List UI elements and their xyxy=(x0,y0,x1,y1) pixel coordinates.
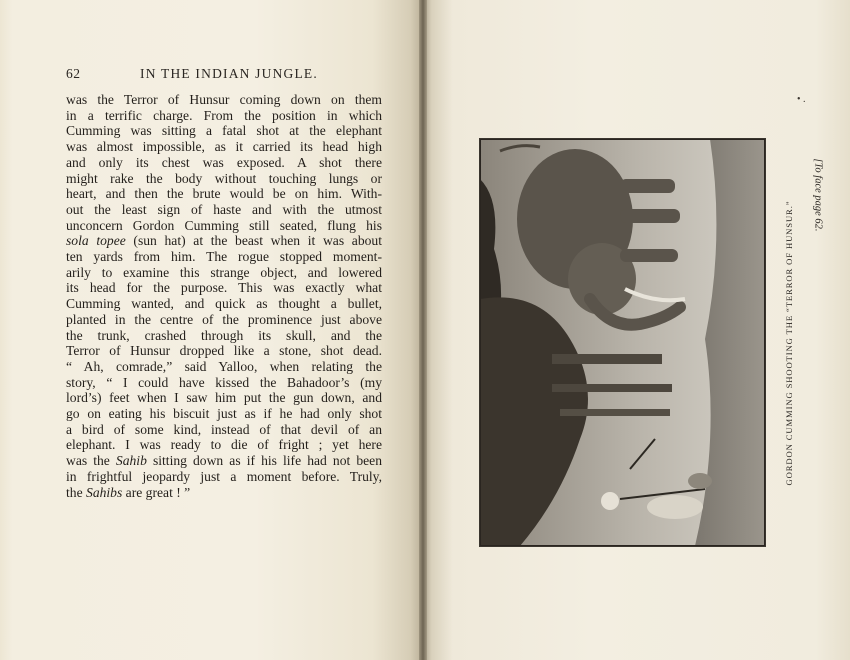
text-line: lord’s) feet when I saw him put the gun down, and xyxy=(66,390,382,406)
facing-note-area xyxy=(806,140,830,250)
text-line: was the Terror of Hunsur coming down on them xyxy=(66,92,382,107)
italic-term: Sahib xyxy=(115,453,147,469)
text-line: out the least sign of haste and with the utmost xyxy=(66,201,382,217)
text-line: planted in the centre of the prominence just above xyxy=(66,311,382,327)
running-title: IN THE INDIAN JUNGLE. xyxy=(140,66,318,81)
text-line: in a terrific charge. From the position in which xyxy=(66,107,382,123)
body-text xyxy=(66,92,382,500)
page-number: 62 xyxy=(66,66,81,81)
book-gutter xyxy=(419,0,427,660)
print-mark: • . xyxy=(797,94,806,105)
text-line: Cumming wanted, and quick as thought a bullet, xyxy=(66,296,382,312)
running-head xyxy=(66,66,382,86)
text-line: story, “ I could have kissed the Bahadoor’s (my xyxy=(66,374,382,390)
facing-page-note: [To face page 62. xyxy=(812,158,824,232)
text-line: go on eating his biscuit just as if he had only shot xyxy=(66,406,382,422)
plate-caption-area xyxy=(772,140,806,545)
plate-caption: GORDON CUMMING SHOOTING THE “TERROR OF HUNSUR.” xyxy=(784,200,794,485)
italic-term: Sahibs xyxy=(86,484,123,500)
italic-term: sola topee xyxy=(66,233,126,249)
text-line: a bird of some kind, instead of that devil of an xyxy=(66,421,382,437)
text-line: Terror of Hunsur dropped like a stone, shot dead. xyxy=(66,343,382,359)
text-line: elephant. I was ready to die of fright ; yet here xyxy=(66,437,382,453)
text-line: might rake the body without touching lungs or xyxy=(66,170,382,186)
text-line: “ Ah, comrade,” said Yalloo, when relating the xyxy=(66,358,382,374)
text-line: in frightful jeopardy just a moment before. Truly, xyxy=(66,468,382,484)
elephant-hunt-illustration xyxy=(480,139,765,546)
illustration-plate xyxy=(479,138,766,547)
text-line: arily to examine this strange object, and lowered xyxy=(66,264,382,280)
text-line: the trunk, crashed through its skull, and the xyxy=(66,327,382,343)
text-line: sola topee (sun hat) at the beast when it was about xyxy=(66,233,382,249)
text-line: ten yards from him. The rogue stopped moment- xyxy=(66,249,382,265)
text-line: its head for the purpose. This was exactly what xyxy=(66,280,382,296)
left-page xyxy=(0,0,423,660)
text-line: Cumming was sitting a fatal shot at the elephant xyxy=(66,123,382,139)
text-line: was almost impossible, as it carried its head high xyxy=(66,139,382,155)
text-line: the Sahibs are great ! ” xyxy=(66,484,191,500)
text-line: was the Sahib sitting down as if his life had not been xyxy=(66,453,382,469)
text-line: unconcern Gordon Cumming still seated, flung his xyxy=(66,217,382,233)
text-line: and only its chest was exposed. A shot there xyxy=(66,154,382,170)
text-line: heart, and then the brute would be on him. With- xyxy=(66,186,382,202)
